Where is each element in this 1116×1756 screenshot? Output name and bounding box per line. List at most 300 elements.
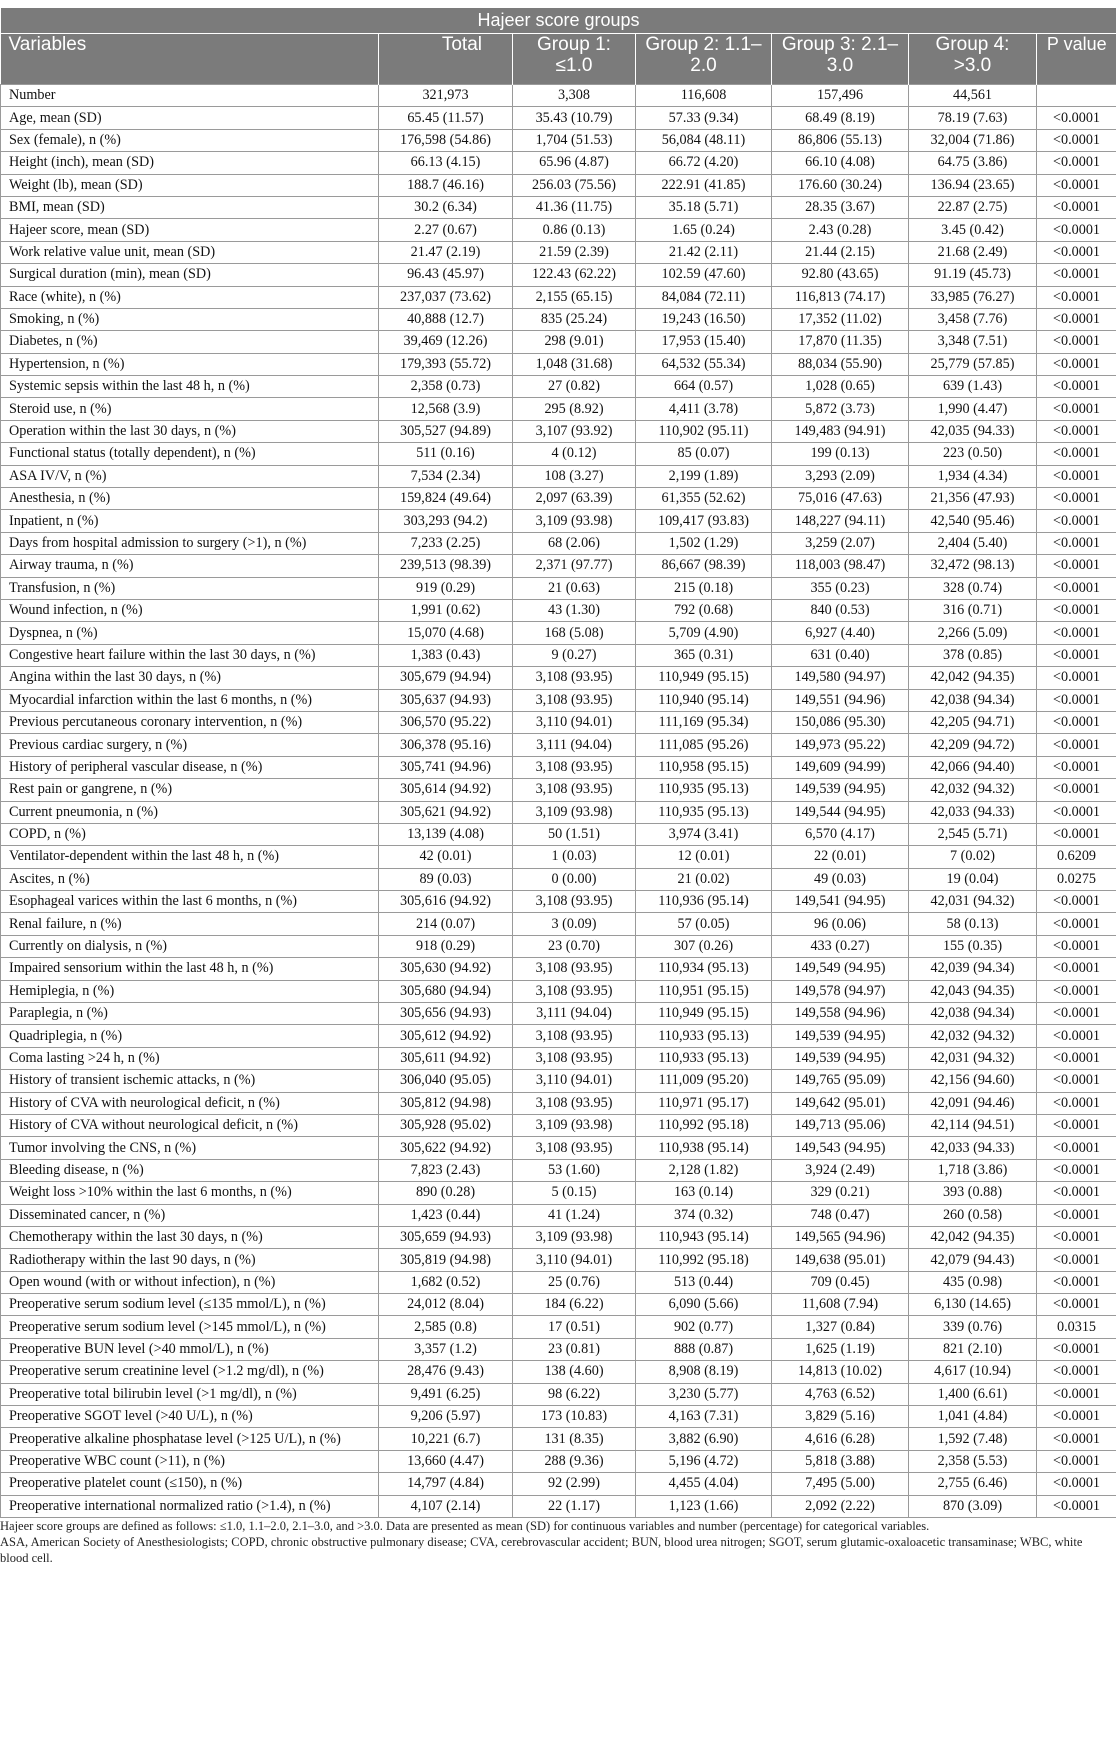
table-row bbox=[1, 779, 1116, 801]
table-row bbox=[1, 1361, 1116, 1383]
row-value: 57.33 (9.34) bbox=[636, 107, 772, 129]
row-value: 149,642 (95.01) bbox=[772, 1092, 909, 1114]
row-value: <0.0001 bbox=[1037, 107, 1116, 129]
table-row bbox=[1, 734, 1116, 756]
row-value: <0.0001 bbox=[1037, 823, 1116, 845]
table-row bbox=[1, 1070, 1116, 1092]
table-row bbox=[1, 846, 1116, 868]
row-value: 4,163 (7.31) bbox=[636, 1406, 772, 1428]
row-value: 149,558 (94.96) bbox=[772, 1003, 909, 1025]
row-variable: Preoperative international normalized ratio (>1.4), n (%) bbox=[1, 1495, 379, 1517]
row-variable: Preoperative BUN level (>40 mmol/L), n (%) bbox=[1, 1338, 379, 1360]
row-value: 3,108 (93.95) bbox=[513, 958, 636, 980]
row-value: <0.0001 bbox=[1037, 756, 1116, 778]
row-value: 2,266 (5.09) bbox=[909, 622, 1037, 644]
row-value: <0.0001 bbox=[1037, 958, 1116, 980]
row-value: 918 (0.29) bbox=[379, 935, 513, 957]
row-value: 42,033 (94.33) bbox=[909, 801, 1037, 823]
row-value: 149,543 (94.95) bbox=[772, 1137, 909, 1159]
row-value: 2,404 (5.40) bbox=[909, 532, 1037, 554]
footnote-abbreviations: ASA, American Society of Anesthesiologists; COPD, chronic obstructive pulmonary disease; CVA, cerebrovascular accident; BUN, blood urea nitrogen; SGOT, serum glutamic-oxaloacetic transaminase; WBC, white blood cell. bbox=[0, 1535, 1083, 1565]
row-value: 57 (0.05) bbox=[636, 913, 772, 935]
row-value: 305,612 (94.92) bbox=[379, 1025, 513, 1047]
header-p-value: P value bbox=[1037, 34, 1116, 85]
row-value: 3 (0.09) bbox=[513, 913, 636, 935]
row-value: 2,092 (2.22) bbox=[772, 1495, 909, 1517]
row-value: 149,609 (94.99) bbox=[772, 756, 909, 778]
table-row bbox=[1, 913, 1116, 935]
table-row bbox=[1, 689, 1116, 711]
table-row bbox=[1, 107, 1116, 129]
row-value: 3,110 (94.01) bbox=[513, 1070, 636, 1092]
row-value: <0.0001 bbox=[1037, 1204, 1116, 1226]
row-value: 149,539 (94.95) bbox=[772, 1025, 909, 1047]
row-value: 111,009 (95.20) bbox=[636, 1070, 772, 1092]
row-variable: Race (white), n (%) bbox=[1, 286, 379, 308]
row-value: 305,527 (94.89) bbox=[379, 420, 513, 442]
row-value: 3,108 (93.95) bbox=[513, 891, 636, 913]
row-value: <0.0001 bbox=[1037, 264, 1116, 286]
row-value: 108 (3.27) bbox=[513, 465, 636, 487]
row-value: 6,090 (5.66) bbox=[636, 1294, 772, 1316]
table-row bbox=[1, 555, 1116, 577]
row-value: 65.45 (11.57) bbox=[379, 107, 513, 129]
row-value: 1,625 (1.19) bbox=[772, 1338, 909, 1360]
row-value: <0.0001 bbox=[1037, 667, 1116, 689]
row-variable: Currently on dialysis, n (%) bbox=[1, 935, 379, 957]
table-row bbox=[1, 868, 1116, 890]
row-value: 149,544 (94.95) bbox=[772, 801, 909, 823]
row-value: <0.0001 bbox=[1037, 1473, 1116, 1495]
table-row bbox=[1, 1047, 1116, 1069]
row-value: 149,541 (94.95) bbox=[772, 891, 909, 913]
row-value: <0.0001 bbox=[1037, 219, 1116, 241]
table-row bbox=[1, 398, 1116, 420]
row-value: <0.0001 bbox=[1037, 1361, 1116, 1383]
row-value: <0.0001 bbox=[1037, 196, 1116, 218]
row-value: 42,031 (94.32) bbox=[909, 1047, 1037, 1069]
row-value: 835 (25.24) bbox=[513, 308, 636, 330]
row-variable: Preoperative platelet count (≤150), n (%) bbox=[1, 1473, 379, 1495]
row-value: 96 (0.06) bbox=[772, 913, 909, 935]
table-row bbox=[1, 465, 1116, 487]
row-value: 42,038 (94.34) bbox=[909, 1003, 1037, 1025]
row-value: 2.43 (0.28) bbox=[772, 219, 909, 241]
row-variable: ASA IV/V, n (%) bbox=[1, 465, 379, 487]
row-value: 42,042 (94.35) bbox=[909, 667, 1037, 689]
row-value: 17,870 (11.35) bbox=[772, 331, 909, 353]
row-value: 19 (0.04) bbox=[909, 868, 1037, 890]
row-value: 9,491 (6.25) bbox=[379, 1383, 513, 1405]
table-row bbox=[1, 1159, 1116, 1181]
row-value: 30.2 (6.34) bbox=[379, 196, 513, 218]
table-row bbox=[1, 196, 1116, 218]
table-row bbox=[1, 980, 1116, 1002]
row-value: <0.0001 bbox=[1037, 331, 1116, 353]
row-value: <0.0001 bbox=[1037, 353, 1116, 375]
row-value: 42,039 (94.34) bbox=[909, 958, 1037, 980]
row-value: 110,951 (95.15) bbox=[636, 980, 772, 1002]
row-value: 61,355 (52.62) bbox=[636, 488, 772, 510]
row-value: 35.18 (5.71) bbox=[636, 196, 772, 218]
row-variable: Sex (female), n (%) bbox=[1, 129, 379, 151]
row-value: <0.0001 bbox=[1037, 1450, 1116, 1472]
row-value: 176.60 (30.24) bbox=[772, 174, 909, 196]
row-variable: COPD, n (%) bbox=[1, 823, 379, 845]
row-value: 42,205 (94.71) bbox=[909, 711, 1037, 733]
row-value: 631 (0.40) bbox=[772, 644, 909, 666]
row-value: 4,455 (4.04) bbox=[636, 1473, 772, 1495]
row-value: 149,539 (94.95) bbox=[772, 779, 909, 801]
row-value: 433 (0.27) bbox=[772, 935, 909, 957]
row-variable: Tumor involving the CNS, n (%) bbox=[1, 1137, 379, 1159]
table-row bbox=[1, 577, 1116, 599]
row-value: 3.45 (0.42) bbox=[909, 219, 1037, 241]
row-value: 13,139 (4.08) bbox=[379, 823, 513, 845]
table-row bbox=[1, 241, 1116, 263]
row-value: 157,496 bbox=[772, 85, 909, 107]
table-row bbox=[1, 801, 1116, 823]
row-value: <0.0001 bbox=[1037, 644, 1116, 666]
row-variable: Renal failure, n (%) bbox=[1, 913, 379, 935]
row-value: 84,084 (72.11) bbox=[636, 286, 772, 308]
row-variable: Ascites, n (%) bbox=[1, 868, 379, 890]
row-value: 2,585 (0.8) bbox=[379, 1316, 513, 1338]
row-variable: BMI, mean (SD) bbox=[1, 196, 379, 218]
row-value: 110,971 (95.17) bbox=[636, 1092, 772, 1114]
row-value: 111,169 (95.34) bbox=[636, 711, 772, 733]
row-value: 42,209 (94.72) bbox=[909, 734, 1037, 756]
row-value: 1,704 (51.53) bbox=[513, 129, 636, 151]
row-value: 4,107 (2.14) bbox=[379, 1495, 513, 1517]
table-row bbox=[1, 1495, 1116, 1517]
row-value: 3,357 (1.2) bbox=[379, 1338, 513, 1360]
row-value: <0.0001 bbox=[1037, 532, 1116, 554]
row-value: <0.0001 bbox=[1037, 1338, 1116, 1360]
table-row bbox=[1, 1428, 1116, 1450]
row-value: 17,953 (15.40) bbox=[636, 331, 772, 353]
row-value: 68.49 (8.19) bbox=[772, 107, 909, 129]
row-value: 56,084 (48.11) bbox=[636, 129, 772, 151]
row-value: 110,992 (95.18) bbox=[636, 1114, 772, 1136]
row-value: 374 (0.32) bbox=[636, 1204, 772, 1226]
row-value: 305,630 (94.92) bbox=[379, 958, 513, 980]
row-value: 110,940 (95.14) bbox=[636, 689, 772, 711]
row-value: 68 (2.06) bbox=[513, 532, 636, 554]
row-value: 86,806 (55.13) bbox=[772, 129, 909, 151]
row-value: 0 (0.00) bbox=[513, 868, 636, 890]
row-variable: Preoperative serum sodium level (≤135 mmol/L), n (%) bbox=[1, 1294, 379, 1316]
row-value: <0.0001 bbox=[1037, 1003, 1116, 1025]
row-value: 149,638 (95.01) bbox=[772, 1249, 909, 1271]
row-value: 5,196 (4.72) bbox=[636, 1450, 772, 1472]
table-body bbox=[1, 85, 1116, 1518]
row-value: 305,616 (94.92) bbox=[379, 891, 513, 913]
table-row bbox=[1, 1182, 1116, 1204]
row-variable: History of CVA with neurological deficit, n (%) bbox=[1, 1092, 379, 1114]
row-variable: Disseminated cancer, n (%) bbox=[1, 1204, 379, 1226]
row-variable: Bleeding disease, n (%) bbox=[1, 1159, 379, 1181]
row-value: 12,568 (3.9) bbox=[379, 398, 513, 420]
row-value: 41 (1.24) bbox=[513, 1204, 636, 1226]
row-value: 4,616 (6.28) bbox=[772, 1428, 909, 1450]
row-value: 1 (0.03) bbox=[513, 846, 636, 868]
row-value: 111,085 (95.26) bbox=[636, 734, 772, 756]
row-value: 305,741 (94.96) bbox=[379, 756, 513, 778]
table-row bbox=[1, 488, 1116, 510]
row-variable: Surgical duration (min), mean (SD) bbox=[1, 264, 379, 286]
header-group-2: Group 2: 1.1–2.0 bbox=[636, 34, 772, 85]
row-value: 8,908 (8.19) bbox=[636, 1361, 772, 1383]
row-value: 305,928 (95.02) bbox=[379, 1114, 513, 1136]
row-value: 110,933 (95.13) bbox=[636, 1025, 772, 1047]
row-value: 110,935 (95.13) bbox=[636, 801, 772, 823]
row-value: 639 (1.43) bbox=[909, 376, 1037, 398]
row-value: 21.68 (2.49) bbox=[909, 241, 1037, 263]
row-value: 305,812 (94.98) bbox=[379, 1092, 513, 1114]
row-variable: Preoperative SGOT level (>40 U/L), n (%) bbox=[1, 1406, 379, 1428]
row-value: 35.43 (10.79) bbox=[513, 107, 636, 129]
row-value: 14,813 (10.02) bbox=[772, 1361, 909, 1383]
row-value: 307 (0.26) bbox=[636, 935, 772, 957]
row-value: 4,411 (3.78) bbox=[636, 398, 772, 420]
row-value: 3,108 (93.95) bbox=[513, 980, 636, 1002]
row-value: 2,128 (1.82) bbox=[636, 1159, 772, 1181]
row-value: 149,713 (95.06) bbox=[772, 1114, 909, 1136]
row-value: 32,472 (98.13) bbox=[909, 555, 1037, 577]
row-value: 3,111 (94.04) bbox=[513, 1003, 636, 1025]
row-value: 1,041 (4.84) bbox=[909, 1406, 1037, 1428]
row-value: 306,570 (95.22) bbox=[379, 711, 513, 733]
row-value: 1,718 (3.86) bbox=[909, 1159, 1037, 1181]
row-value: 305,679 (94.94) bbox=[379, 667, 513, 689]
row-value: 306,378 (95.16) bbox=[379, 734, 513, 756]
row-value: 28,476 (9.43) bbox=[379, 1361, 513, 1383]
row-value: 116,813 (74.17) bbox=[772, 286, 909, 308]
row-value: 149,973 (95.22) bbox=[772, 734, 909, 756]
row-value: 173 (10.83) bbox=[513, 1406, 636, 1428]
row-value: 110,933 (95.13) bbox=[636, 1047, 772, 1069]
row-value: 149,765 (95.09) bbox=[772, 1070, 909, 1092]
row-variable: Chemotherapy within the last 30 days, n (%) bbox=[1, 1226, 379, 1248]
row-value: 321,973 bbox=[379, 85, 513, 107]
row-value: 3,109 (93.98) bbox=[513, 510, 636, 532]
row-value: 3,882 (6.90) bbox=[636, 1428, 772, 1450]
row-value: 88,034 (55.90) bbox=[772, 353, 909, 375]
row-value: 355 (0.23) bbox=[772, 577, 909, 599]
row-value: <0.0001 bbox=[1037, 420, 1116, 442]
table-row bbox=[1, 1294, 1116, 1316]
row-value: 902 (0.77) bbox=[636, 1316, 772, 1338]
row-value: 1,123 (1.66) bbox=[636, 1495, 772, 1517]
row-value: 41.36 (11.75) bbox=[513, 196, 636, 218]
row-value: 75,016 (47.63) bbox=[772, 488, 909, 510]
row-value: 110,943 (95.14) bbox=[636, 1226, 772, 1248]
row-value: 1,682 (0.52) bbox=[379, 1271, 513, 1293]
row-value: 3,348 (7.51) bbox=[909, 331, 1037, 353]
table-row bbox=[1, 1271, 1116, 1293]
row-value: 2,155 (65.15) bbox=[513, 286, 636, 308]
table-row bbox=[1, 1249, 1116, 1271]
table-row bbox=[1, 891, 1116, 913]
row-variable: Coma lasting >24 h, n (%) bbox=[1, 1047, 379, 1069]
row-value: 15,070 (4.68) bbox=[379, 622, 513, 644]
row-variable: Current pneumonia, n (%) bbox=[1, 801, 379, 823]
row-variable: History of peripheral vascular disease, n (%) bbox=[1, 756, 379, 778]
table-row bbox=[1, 935, 1116, 957]
row-value: 12 (0.01) bbox=[636, 846, 772, 868]
row-value: 19,243 (16.50) bbox=[636, 308, 772, 330]
row-variable: Angina within the last 30 days, n (%) bbox=[1, 667, 379, 689]
row-value: 21 (0.63) bbox=[513, 577, 636, 599]
row-value: <0.0001 bbox=[1037, 1137, 1116, 1159]
row-variable: Systemic sepsis within the last 48 h, n (%) bbox=[1, 376, 379, 398]
row-value: 110,902 (95.11) bbox=[636, 420, 772, 442]
row-variable: Number bbox=[1, 85, 379, 107]
row-value: <0.0001 bbox=[1037, 510, 1116, 532]
row-value: 102.59 (47.60) bbox=[636, 264, 772, 286]
row-value: 1,028 (0.65) bbox=[772, 376, 909, 398]
row-variable: Impaired sensorium within the last 48 h, n (%) bbox=[1, 958, 379, 980]
row-variable: Esophageal varices within the last 6 months, n (%) bbox=[1, 891, 379, 913]
row-value: <0.0001 bbox=[1037, 1495, 1116, 1517]
row-variable: Radiotherapy within the last 90 days, n (%) bbox=[1, 1249, 379, 1271]
row-value: 42,114 (94.51) bbox=[909, 1114, 1037, 1136]
row-value: 378 (0.85) bbox=[909, 644, 1037, 666]
table-row bbox=[1, 1383, 1116, 1405]
row-value: 3,259 (2.07) bbox=[772, 532, 909, 554]
row-value: 3,458 (7.76) bbox=[909, 308, 1037, 330]
table-row bbox=[1, 1092, 1116, 1114]
row-value: 365 (0.31) bbox=[636, 644, 772, 666]
row-value: 89 (0.03) bbox=[379, 868, 513, 890]
row-value: 4 (0.12) bbox=[513, 443, 636, 465]
row-value: 1,400 (6.61) bbox=[909, 1383, 1037, 1405]
row-value: <0.0001 bbox=[1037, 891, 1116, 913]
row-value: 42,091 (94.46) bbox=[909, 1092, 1037, 1114]
row-variable: Previous cardiac surgery, n (%) bbox=[1, 734, 379, 756]
row-value: 42,043 (94.35) bbox=[909, 980, 1037, 1002]
row-value: <0.0001 bbox=[1037, 1182, 1116, 1204]
table-row bbox=[1, 756, 1116, 778]
row-variable: Diabetes, n (%) bbox=[1, 331, 379, 353]
row-value: 3,108 (93.95) bbox=[513, 756, 636, 778]
row-value: 92.80 (43.65) bbox=[772, 264, 909, 286]
row-variable: Airway trauma, n (%) bbox=[1, 555, 379, 577]
row-value: 9,206 (5.97) bbox=[379, 1406, 513, 1428]
row-variable: Anesthesia, n (%) bbox=[1, 488, 379, 510]
row-variable: Paraplegia, n (%) bbox=[1, 1003, 379, 1025]
row-value: 1,934 (4.34) bbox=[909, 465, 1037, 487]
row-value: 3,108 (93.95) bbox=[513, 689, 636, 711]
row-variable: Open wound (with or without infection), n (%) bbox=[1, 1271, 379, 1293]
row-value: 215 (0.18) bbox=[636, 577, 772, 599]
table-row bbox=[1, 129, 1116, 151]
row-value: 3,109 (93.98) bbox=[513, 801, 636, 823]
row-value: 2,358 (0.73) bbox=[379, 376, 513, 398]
row-value: 1.65 (0.24) bbox=[636, 219, 772, 241]
row-value: 110,949 (95.15) bbox=[636, 667, 772, 689]
row-value: 511 (0.16) bbox=[379, 443, 513, 465]
row-value: 22 (0.01) bbox=[772, 846, 909, 868]
row-value: 1,327 (0.84) bbox=[772, 1316, 909, 1338]
table-row bbox=[1, 599, 1116, 621]
row-value: 163 (0.14) bbox=[636, 1182, 772, 1204]
row-value: 159,824 (49.64) bbox=[379, 488, 513, 510]
row-value: 21.44 (2.15) bbox=[772, 241, 909, 263]
row-value: 21 (0.02) bbox=[636, 868, 772, 890]
row-value: <0.0001 bbox=[1037, 1092, 1116, 1114]
row-value: 85 (0.07) bbox=[636, 443, 772, 465]
row-value: 256.03 (75.56) bbox=[513, 174, 636, 196]
row-value: 58 (0.13) bbox=[909, 913, 1037, 935]
row-value: 3,108 (93.95) bbox=[513, 1137, 636, 1159]
row-value: 184 (6.22) bbox=[513, 1294, 636, 1316]
row-variable: Dyspnea, n (%) bbox=[1, 622, 379, 644]
row-value: 305,621 (94.92) bbox=[379, 801, 513, 823]
row-value: 27 (0.82) bbox=[513, 376, 636, 398]
row-value: <0.0001 bbox=[1037, 1226, 1116, 1248]
row-value: 6,130 (14.65) bbox=[909, 1294, 1037, 1316]
table-row bbox=[1, 174, 1116, 196]
header-total: Total bbox=[379, 34, 513, 85]
row-value: 3,110 (94.01) bbox=[513, 1249, 636, 1271]
row-value: 39,469 (12.26) bbox=[379, 331, 513, 353]
row-value: 42,540 (95.46) bbox=[909, 510, 1037, 532]
row-value: 110,958 (95.15) bbox=[636, 756, 772, 778]
row-value: 25 (0.76) bbox=[513, 1271, 636, 1293]
row-value: 116,608 bbox=[636, 85, 772, 107]
row-value: <0.0001 bbox=[1037, 1025, 1116, 1047]
row-value: 23 (0.70) bbox=[513, 935, 636, 957]
row-value: 3,109 (93.98) bbox=[513, 1114, 636, 1136]
row-value: <0.0001 bbox=[1037, 801, 1116, 823]
row-value: 0.0315 bbox=[1037, 1316, 1116, 1338]
row-value: 3,829 (5.16) bbox=[772, 1406, 909, 1428]
row-value: 2,358 (5.53) bbox=[909, 1450, 1037, 1472]
row-value: 25,779 (57.85) bbox=[909, 353, 1037, 375]
row-value: <0.0001 bbox=[1037, 398, 1116, 420]
row-value: 329 (0.21) bbox=[772, 1182, 909, 1204]
row-value: 3,293 (2.09) bbox=[772, 465, 909, 487]
row-variable: Age, mean (SD) bbox=[1, 107, 379, 129]
table-container bbox=[0, 8, 1116, 1518]
row-variable: Transfusion, n (%) bbox=[1, 577, 379, 599]
row-value: 305,611 (94.92) bbox=[379, 1047, 513, 1069]
row-variable: Hemiplegia, n (%) bbox=[1, 980, 379, 1002]
row-value: 42,156 (94.60) bbox=[909, 1070, 1037, 1092]
row-value: 42,042 (94.35) bbox=[909, 1226, 1037, 1248]
row-value: 22 (1.17) bbox=[513, 1495, 636, 1517]
row-value: 709 (0.45) bbox=[772, 1271, 909, 1293]
header-group-3: Group 3: 2.1–3.0 bbox=[772, 34, 909, 85]
row-value: 49 (0.03) bbox=[772, 868, 909, 890]
row-value: 118,003 (98.47) bbox=[772, 555, 909, 577]
row-value: 303,293 (94.2) bbox=[379, 510, 513, 532]
row-value bbox=[1037, 85, 1116, 107]
row-value: <0.0001 bbox=[1037, 622, 1116, 644]
row-value: 3,107 (93.92) bbox=[513, 420, 636, 442]
row-value: 6,570 (4.17) bbox=[772, 823, 909, 845]
row-value: <0.0001 bbox=[1037, 1294, 1116, 1316]
row-value: <0.0001 bbox=[1037, 1406, 1116, 1428]
row-value: 3,974 (3.41) bbox=[636, 823, 772, 845]
row-variable: Myocardial infarction within the last 6 months, n (%) bbox=[1, 689, 379, 711]
row-value: 96.43 (45.97) bbox=[379, 264, 513, 286]
row-variable: Preoperative total bilirubin level (>1 mg/dl), n (%) bbox=[1, 1383, 379, 1405]
row-value: 42,035 (94.33) bbox=[909, 420, 1037, 442]
row-value: 42,079 (94.43) bbox=[909, 1249, 1037, 1271]
